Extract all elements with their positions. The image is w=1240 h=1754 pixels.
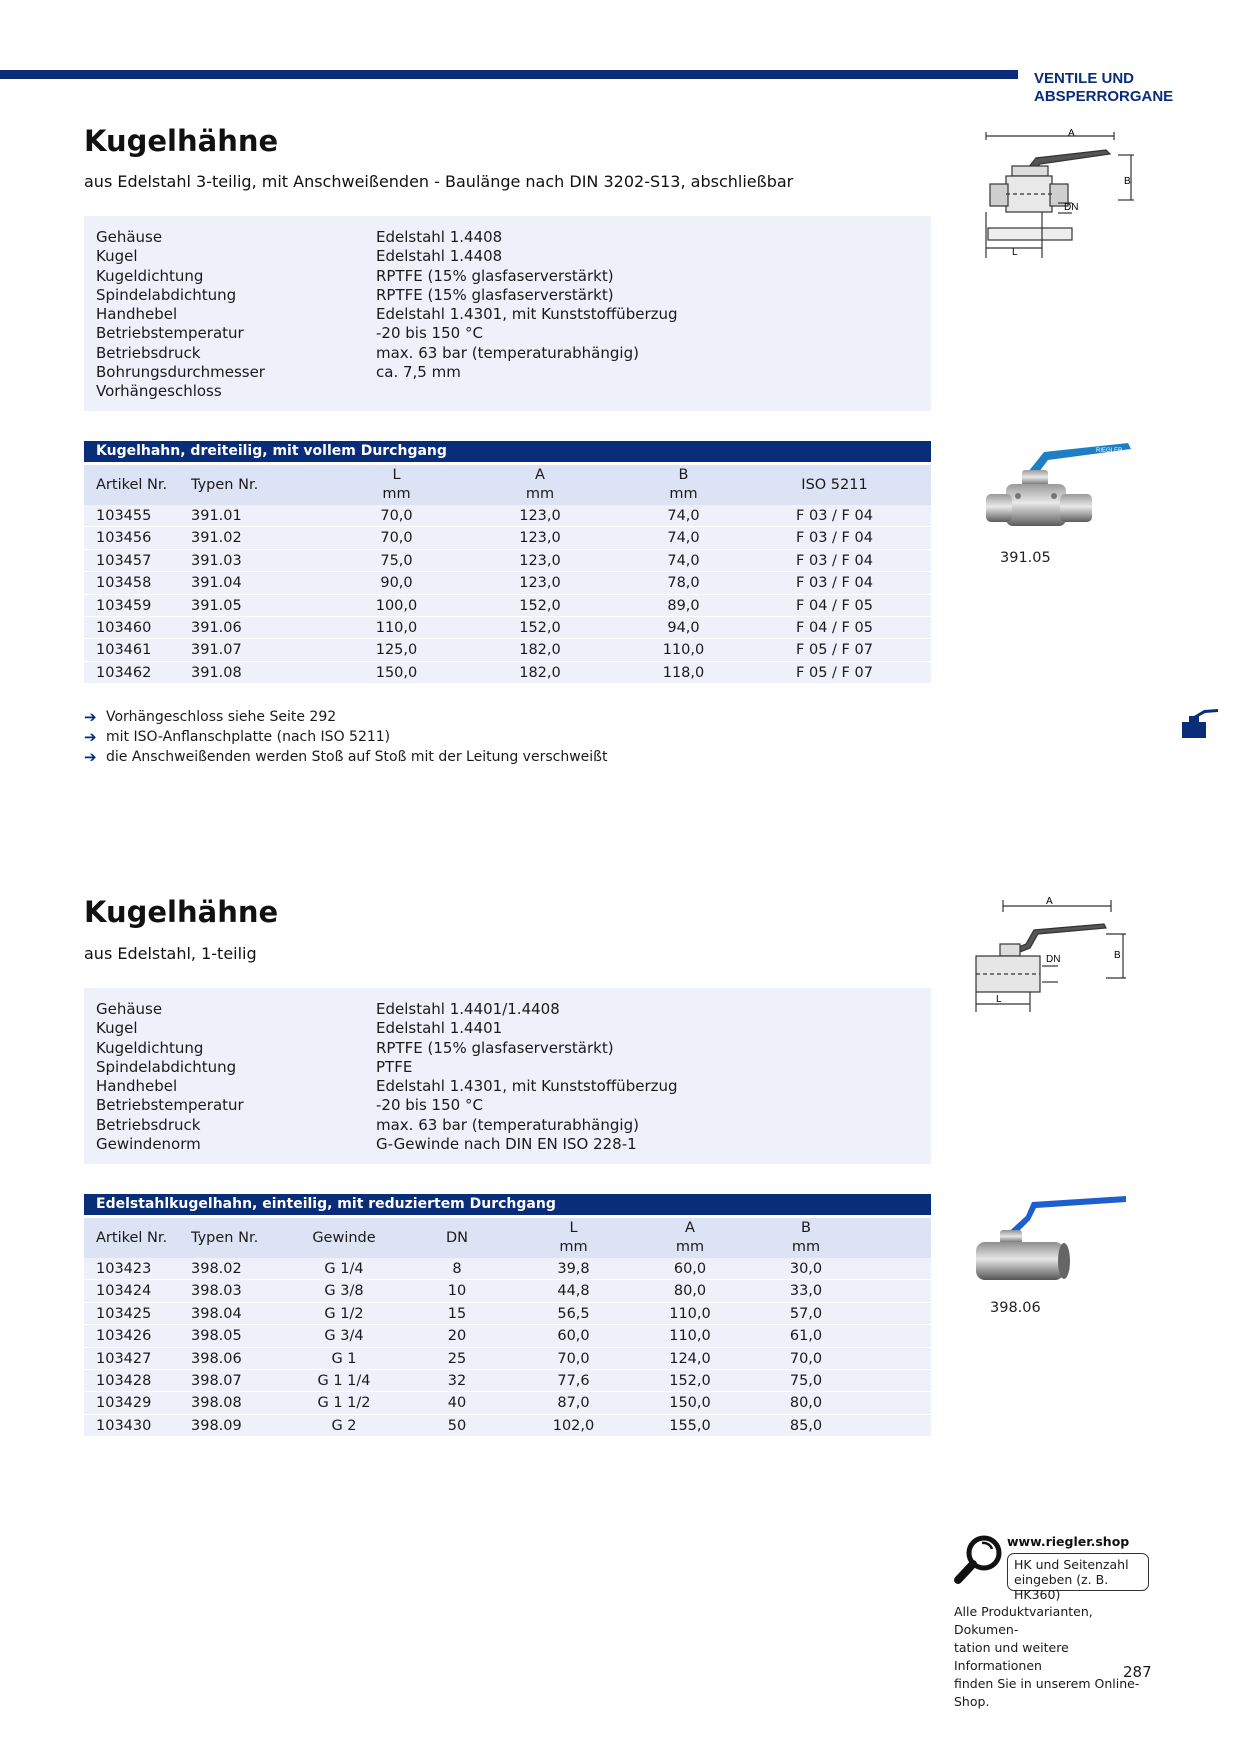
table-cell: 103461 (96, 642, 152, 659)
table-cell: 103455 (96, 508, 152, 524)
table-cell: 90,0 (380, 575, 413, 592)
table-cell: 80,0 (789, 1395, 823, 1412)
spec-value: RPTFE (15% glasfaserverstärkt) (376, 285, 614, 304)
header-bar (0, 70, 1018, 79)
table-cell: 39,8 (557, 1261, 590, 1277)
shop-info-line3: finden Sie in unserem Online-Shop. (954, 1676, 1140, 1709)
column-header (289, 1229, 399, 1248)
table-cell: 123,0 (519, 530, 561, 547)
table-cell: 182,0 (519, 664, 561, 681)
spec-row (96, 1135, 919, 1154)
spec-label: Spindelabdichtung (96, 1057, 237, 1076)
table-cell: F 03 / F 04 (796, 552, 873, 569)
table-cell: 391.01 (191, 508, 242, 524)
column-header-label: A (685, 1220, 695, 1236)
table-cell: 75,0 (789, 1372, 823, 1389)
spec-row (96, 1039, 919, 1058)
table-row (84, 572, 931, 594)
column-header (515, 1219, 632, 1257)
table-cell: 74,0 (667, 530, 700, 547)
table-cell: G 1/2 (324, 1305, 364, 1322)
table-row (84, 595, 931, 617)
table-cell: 78,0 (667, 575, 700, 592)
valve-category-icon (1180, 708, 1220, 742)
spec-row (96, 363, 919, 382)
table-cell: 40 (447, 1395, 467, 1412)
table-row (84, 505, 931, 527)
product2-title: Kugelhähne (84, 895, 279, 929)
column-header-label: B (801, 1220, 811, 1236)
table-cell: 103458 (96, 575, 152, 592)
column-header-label: B (678, 467, 689, 483)
table-cell: 77,6 (557, 1372, 590, 1389)
note-text: die Anschweißenden werden Stoß auf Stoß mit der Leitung verschweißt (106, 749, 608, 765)
shop-info-line2: tation und weitere Informationen (954, 1640, 1069, 1673)
table-cell: 125,0 (375, 642, 418, 659)
table-row (84, 662, 931, 684)
spec-row (96, 1116, 919, 1135)
shop-search-hint (1007, 1553, 1149, 1602)
spec-label: Kugel (96, 247, 138, 266)
table-cell: 75,0 (380, 552, 413, 569)
product-photo-398-06 (966, 1190, 1126, 1295)
table-cell: 391.05 (191, 597, 242, 614)
table-row (84, 1280, 931, 1302)
spec-value: Edelstahl 1.4301, mit Kunststoffüberzug (376, 305, 678, 324)
spec-row (96, 1000, 919, 1019)
table-cell: 110,0 (375, 619, 418, 636)
table-cell: 89,0 (667, 597, 700, 614)
table-cell: 110,0 (662, 642, 705, 659)
table-cell: 103457 (96, 552, 152, 569)
table-cell: 103427 (96, 1350, 152, 1367)
table-cell: 87,0 (557, 1395, 590, 1412)
table-row (84, 1303, 931, 1325)
spec-value: ca. 7,5 mm (376, 363, 461, 382)
spec-value (376, 382, 919, 401)
spec-value: G-Gewinde nach DIN EN ISO 228-1 (376, 1135, 637, 1154)
spec-row (96, 286, 919, 305)
spec-label: Betriebstemperatur (96, 1096, 244, 1115)
product1-table (84, 441, 931, 684)
note-item (84, 707, 607, 727)
product1-title: Kugelhähne (84, 124, 279, 158)
table-cell: 10 (447, 1283, 467, 1300)
table-cell: 123,0 (519, 508, 561, 524)
table-row (84, 1325, 931, 1347)
table-cell: 94,0 (667, 619, 700, 636)
spec-label: Kugel (96, 1019, 138, 1038)
table-cell: 70,0 (380, 530, 413, 547)
shop-info-line1: Alle Produktvarianten, Dokumen- (954, 1604, 1093, 1637)
arrow-right-icon: ➔ (84, 708, 97, 726)
spec-row (96, 247, 919, 266)
table-cell: 152,0 (669, 1372, 711, 1389)
spec-row (96, 267, 919, 286)
table-cell: 80,0 (673, 1283, 707, 1300)
technical-drawing-1 (976, 128, 1136, 263)
dim-a-label: A (1068, 128, 1075, 139)
table-row (84, 527, 931, 549)
column-header-unit: mm (675, 1239, 705, 1255)
shop-url-link[interactable]: www.riegler.shop (1007, 1534, 1130, 1549)
table-cell: 61,0 (789, 1328, 823, 1345)
column-header-unit: mm (791, 1239, 821, 1255)
table-cell: 103456 (96, 530, 152, 547)
table-cell: 85,0 (789, 1417, 823, 1434)
column-header-label: Typen Nr. (191, 1229, 259, 1246)
shop-hint-line1: HK und Seitenzahl (1014, 1557, 1129, 1572)
spec-label: Vorhängeschloss (96, 382, 222, 401)
table-cell: 8 (452, 1261, 462, 1277)
table-cell: 123,0 (519, 552, 561, 569)
table-cell: 150,0 (375, 664, 418, 681)
table-cell: 391.03 (191, 552, 242, 569)
table-cell: 110,0 (669, 1328, 711, 1345)
table-cell: F 03 / F 04 (796, 530, 873, 547)
spec-value: max. 63 bar (temperaturabhängig) (376, 1115, 639, 1134)
spec-value: PTFE (376, 1057, 413, 1076)
table-body (84, 505, 931, 684)
table-row (84, 1258, 931, 1280)
spec-value: max. 63 bar (temperaturabhängig) (376, 343, 639, 362)
table-cell: 103459 (96, 597, 152, 614)
spec-label: Gewindenorm (96, 1135, 201, 1154)
table-body (84, 1258, 931, 1437)
table-cell: 391.06 (191, 619, 242, 636)
column-header-label: A (535, 467, 545, 483)
table-cell: 103425 (96, 1305, 152, 1322)
column-header-label: Gewinde (312, 1229, 376, 1246)
table-caption: Kugelhahn, dreiteilig, mit vollem Durchgang (84, 441, 931, 462)
product2-spec-box (84, 988, 931, 1164)
column-header-label: L (392, 467, 401, 483)
table-row (84, 550, 931, 572)
spec-label: Handhebel (96, 1077, 178, 1096)
spec-label: Betriebsdruck (96, 343, 201, 362)
table-cell: G 2 (331, 1417, 357, 1434)
table-cell: 391.02 (191, 530, 242, 547)
table-cell: G 1 (331, 1350, 357, 1367)
table-cell: 152,0 (519, 619, 561, 636)
column-header (632, 1219, 748, 1257)
spec-value: -20 bis 150 °C (376, 324, 483, 343)
table-cell: G 1/4 (324, 1261, 364, 1277)
magnifier-icon (952, 1533, 1006, 1589)
table-cell: 150,0 (669, 1395, 711, 1412)
table-cell: 391.04 (191, 575, 242, 592)
table-cell: 103423 (96, 1261, 152, 1277)
spec-label: Betriebsdruck (96, 1115, 201, 1134)
table-cell: 103430 (96, 1417, 152, 1434)
column-header (629, 466, 738, 504)
table-cell: 57,0 (789, 1305, 823, 1322)
product1-notes (84, 707, 607, 767)
spec-row (96, 1077, 919, 1096)
note-text: Vorhängeschloss siehe Seite 292 (106, 709, 337, 725)
column-header (342, 466, 451, 504)
table-row (84, 617, 931, 639)
table-cell: G 3/8 (324, 1283, 364, 1300)
spec-row (96, 1058, 919, 1077)
table-cell: 102,0 (552, 1417, 595, 1434)
spec-value: Edelstahl 1.4408 (376, 228, 503, 246)
column-header-label: DN (445, 1229, 468, 1246)
note-item (84, 727, 607, 747)
table-cell: 103424 (96, 1283, 152, 1300)
spec-value: -20 bis 150 °C (376, 1096, 483, 1115)
table-cell: 50 (447, 1417, 467, 1434)
note-text: mit ISO-Anflanschplatte (nach ISO 5211) (106, 729, 391, 745)
table-cell: 103428 (96, 1372, 152, 1389)
arrow-right-icon: ➔ (84, 728, 97, 746)
table-row (84, 1392, 931, 1414)
spec-label: Bohrungsdurchmesser (96, 363, 265, 382)
table-cell: F 03 / F 04 (796, 508, 873, 524)
table-cell: 74,0 (667, 508, 700, 524)
table-cell: 70,0 (789, 1350, 823, 1367)
spec-value: Edelstahl 1.4301, mit Kunststoffüberzug (376, 1077, 678, 1096)
spec-row (96, 1096, 919, 1115)
table-cell: 30,0 (789, 1261, 823, 1277)
table-cell: 20 (447, 1328, 467, 1345)
table-cell: 118,0 (662, 664, 705, 681)
column-header-label: Typen Nr. (191, 476, 259, 493)
table-cell: 33,0 (789, 1283, 823, 1300)
table-row (84, 1415, 931, 1437)
note-item (84, 747, 607, 767)
column-header-unit: mm (382, 486, 411, 502)
product1-spec-box (84, 216, 931, 411)
table-cell: 60,0 (673, 1261, 707, 1277)
column-header (84, 1229, 179, 1248)
column-header (399, 1229, 515, 1248)
dim-dn-label: DN (1064, 202, 1079, 213)
product2-subtitle: aus Edelstahl, 1-teilig (84, 944, 257, 963)
spec-label: Kugeldichtung (96, 1038, 204, 1057)
shop-hint-line2: eingeben (z. B. HK360) (1014, 1572, 1109, 1602)
spec-label: Kugeldichtung (96, 266, 204, 285)
table-cell: 70,0 (557, 1350, 590, 1367)
table-cell: G 1 1/4 (317, 1372, 371, 1389)
table-header (84, 1218, 931, 1258)
dim-a-label: A (1046, 896, 1053, 907)
table-cell: G 3/4 (324, 1328, 364, 1345)
column-header (179, 1229, 289, 1248)
page-number: 287 (1123, 1663, 1152, 1681)
shop-info-text (954, 1603, 1154, 1711)
table-cell: 398.07 (191, 1372, 242, 1389)
table-cell: 74,0 (667, 552, 700, 569)
dim-l-label: L (996, 994, 1002, 1005)
column-header-label: Artikel Nr. (96, 1229, 168, 1246)
product1-subtitle: aus Edelstahl 3-teilig, mit Anschweißenden - Baulänge nach DIN 3202-S13, abschließbar (84, 172, 794, 191)
table-cell: 398.05 (191, 1328, 242, 1345)
table-cell: F 04 / F 05 (796, 597, 873, 614)
spec-row (96, 305, 919, 324)
spec-value: Edelstahl 1.4401/1.4408 (376, 1000, 560, 1018)
photo-caption-1: 391.05 (1000, 550, 1051, 566)
column-header (738, 476, 931, 495)
table-cell: F 05 / F 07 (796, 642, 873, 659)
spec-value: Edelstahl 1.4401 (376, 1019, 503, 1038)
column-header (84, 476, 179, 495)
spec-label: Gehäuse (96, 1000, 163, 1018)
table-cell: 398.06 (191, 1350, 242, 1367)
column-header (451, 466, 629, 504)
table-row (84, 1370, 931, 1392)
table-cell: 398.04 (191, 1305, 242, 1322)
table-cell: 103426 (96, 1328, 152, 1345)
technical-drawing-2 (966, 894, 1128, 1016)
table-cell: 25 (447, 1350, 467, 1367)
table-row (84, 1348, 931, 1370)
table-cell: 152,0 (519, 597, 561, 614)
table-cell: G 1 1/2 (317, 1395, 371, 1412)
product-photo-391-05 (978, 440, 1138, 545)
spec-row (96, 1019, 919, 1038)
dim-b-label: B (1124, 176, 1131, 187)
spec-row (96, 228, 919, 247)
table-cell: 70,0 (380, 508, 413, 524)
spec-value: RPTFE (15% glasfaserverstärkt) (376, 1038, 614, 1057)
column-header-unit: mm (525, 486, 555, 502)
table-cell: F 03 / F 04 (796, 575, 873, 592)
table-cell: 124,0 (669, 1350, 711, 1367)
spec-value: RPTFE (15% glasfaserverstärkt) (376, 266, 614, 285)
section-label-line1: VENTILE UND (1034, 70, 1135, 87)
column-header (179, 476, 342, 495)
spec-label: Betriebstemperatur (96, 324, 244, 343)
table-cell: 32 (447, 1372, 467, 1389)
table-cell: 15 (447, 1305, 467, 1322)
table-caption: Edelstahlkugelhahn, einteilig, mit reduziertem Durchgang (84, 1194, 931, 1215)
table-cell: 123,0 (519, 575, 561, 592)
spec-row (96, 344, 919, 363)
table-cell: 391.08 (191, 664, 242, 681)
spec-label: Gehäuse (96, 228, 163, 246)
table-cell: 398.08 (191, 1395, 242, 1412)
handle-logo: RIEGLER (1096, 448, 1123, 454)
column-header-unit: mm (559, 1239, 588, 1255)
dim-dn-label: DN (1046, 954, 1061, 965)
table-cell: 44,8 (557, 1283, 590, 1300)
table-cell: 398.03 (191, 1283, 242, 1300)
table-cell: 103460 (96, 619, 152, 636)
spec-value: Edelstahl 1.4408 (376, 247, 503, 266)
column-header-label: L (569, 1220, 578, 1236)
table-cell: 398.09 (191, 1417, 242, 1434)
section-label-line2: ABSPERRORGANE (1034, 88, 1174, 105)
dim-l-label: L (1012, 247, 1018, 258)
spec-label: Spindelabdichtung (96, 285, 237, 304)
table-cell: 110,0 (669, 1305, 711, 1322)
spec-label: Handhebel (96, 305, 178, 324)
table-cell: 155,0 (669, 1417, 711, 1434)
table-cell: 103462 (96, 664, 152, 681)
table-cell: 391.07 (191, 642, 242, 659)
section-label (1034, 70, 1173, 106)
table-cell: 398.02 (191, 1261, 242, 1277)
column-header-unit: mm (669, 486, 698, 502)
dim-b-label: B (1114, 950, 1121, 961)
table-cell: 103429 (96, 1395, 152, 1412)
table-cell: F 05 / F 07 (796, 664, 873, 681)
product2-table (84, 1194, 931, 1437)
table-header (84, 465, 931, 505)
column-header (748, 1219, 864, 1257)
column-header-label: ISO 5211 (801, 476, 868, 493)
table-cell: F 04 / F 05 (796, 619, 873, 636)
spec-row (96, 382, 919, 401)
table-cell: 60,0 (557, 1328, 590, 1345)
table-cell: 56,5 (557, 1305, 590, 1322)
column-header-label: Artikel Nr. (96, 476, 168, 493)
table-cell: 100,0 (375, 597, 418, 614)
table-row (84, 639, 931, 661)
spec-row (96, 324, 919, 343)
table-cell: 182,0 (519, 642, 561, 659)
photo-caption-2: 398.06 (990, 1300, 1041, 1316)
arrow-right-icon: ➔ (84, 748, 97, 766)
